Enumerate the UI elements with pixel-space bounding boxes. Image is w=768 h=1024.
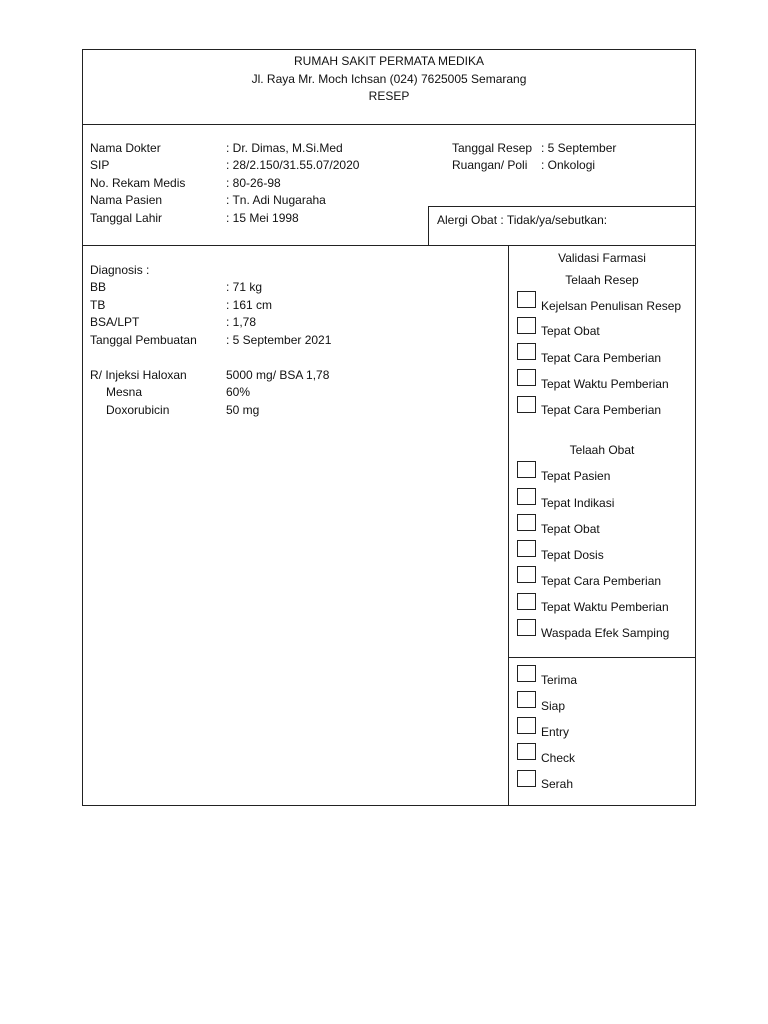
validation-title: Validasi Farmasi bbox=[558, 251, 646, 265]
checkbox-label: Waspada Efek Samping bbox=[541, 626, 670, 640]
creation-date-label: Tanggal Pembuatan bbox=[90, 333, 197, 347]
patient-divider bbox=[82, 245, 428, 246]
doctor-value: : Dr. Dimas, M.Si.Med bbox=[226, 141, 343, 155]
birth-date-label: Tanggal Lahir bbox=[90, 211, 163, 225]
hospital-name: RUMAH SAKIT PERMATA MEDIKA bbox=[293, 54, 485, 68]
checkbox[interactable] bbox=[517, 593, 536, 610]
bsa-label: BSA/LPT bbox=[90, 315, 140, 329]
checkbox[interactable] bbox=[517, 488, 536, 505]
workflow-label: Terima bbox=[541, 673, 578, 687]
height-value: : 161 cm bbox=[226, 298, 273, 312]
prescription-date-value: : 5 September bbox=[541, 141, 617, 155]
checkbox[interactable] bbox=[517, 743, 536, 760]
drug-dose: 50 mg bbox=[226, 403, 260, 417]
header-divider bbox=[82, 124, 696, 125]
checkbox[interactable] bbox=[517, 396, 536, 413]
validation-column-divider bbox=[508, 246, 509, 806]
checkbox-label: Tepat Waktu Pemberian bbox=[541, 600, 669, 614]
checkbox[interactable] bbox=[517, 369, 536, 386]
review-prescription-title: Telaah Resep bbox=[565, 273, 639, 287]
drug-dose: 60% bbox=[226, 385, 251, 399]
checkbox[interactable] bbox=[517, 619, 536, 636]
checkbox[interactable] bbox=[517, 566, 536, 583]
validation-divider bbox=[508, 657, 696, 658]
workflow-label: Siap bbox=[541, 699, 566, 713]
checkbox-label: Tepat Cara Pemberian bbox=[541, 351, 662, 365]
weight-label: BB bbox=[90, 280, 107, 294]
checkbox-label: Tepat Obat bbox=[541, 324, 600, 338]
checkbox-label: Tepat Dosis bbox=[541, 548, 604, 562]
diagnosis-label: Diagnosis : bbox=[90, 263, 150, 277]
workflow-label: Check bbox=[541, 751, 576, 765]
drug-name: Mesna bbox=[106, 385, 143, 399]
room-label: Ruangan/ Poli bbox=[452, 158, 528, 172]
checkbox[interactable] bbox=[517, 717, 536, 734]
checkbox-label: Tepat Cara Pemberian bbox=[541, 403, 662, 417]
prescription-form bbox=[82, 49, 696, 806]
checkbox[interactable] bbox=[517, 770, 536, 787]
hospital-address: Jl. Raya Mr. Moch Ichsan (024) 7625005 Semarang bbox=[251, 72, 527, 86]
sip-value: : 28/2.150/31.55.07/2020 bbox=[226, 158, 360, 172]
review-drug-title: Telaah Obat bbox=[569, 443, 635, 457]
birth-date-value: : 15 Mei 1998 bbox=[226, 211, 299, 225]
medical-record-label: No. Rekam Medis bbox=[90, 176, 186, 190]
checkbox-label: Tepat Indikasi bbox=[541, 496, 615, 510]
patient-name-label: Nama Pasien bbox=[90, 193, 163, 207]
drug-name: Doxorubicin bbox=[106, 403, 170, 417]
medical-record-value: : 80-26-98 bbox=[226, 176, 281, 190]
form-title: RESEP bbox=[368, 89, 410, 103]
weight-value: : 71 kg bbox=[226, 280, 263, 294]
height-label: TB bbox=[90, 298, 106, 312]
checkbox-label: Tepat Waktu Pemberian bbox=[541, 377, 669, 391]
checkbox[interactable] bbox=[517, 665, 536, 682]
checkbox-label: Tepat Obat bbox=[541, 522, 600, 536]
checkbox[interactable] bbox=[517, 291, 536, 308]
bsa-value: : 1,78 bbox=[226, 315, 257, 329]
checkbox[interactable] bbox=[517, 317, 536, 334]
doctor-label: Nama Dokter bbox=[90, 141, 161, 155]
checkbox[interactable] bbox=[517, 514, 536, 531]
sip-label: SIP bbox=[90, 158, 110, 172]
patient-name-value: : Tn. Adi Nugaraha bbox=[226, 193, 326, 207]
checkbox-label: Tepat Pasien bbox=[541, 469, 611, 483]
workflow-label: Serah bbox=[541, 777, 574, 791]
checkbox[interactable] bbox=[517, 691, 536, 708]
checkbox-label: Tepat Cara Pemberian bbox=[541, 574, 662, 588]
drug-name: R/ Injeksi Haloxan bbox=[90, 368, 187, 382]
room-value: : Onkologi bbox=[541, 158, 596, 172]
checkbox[interactable] bbox=[517, 461, 536, 478]
workflow-label: Entry bbox=[541, 725, 570, 739]
checkbox-label: Kejelsan Penulisan Resep bbox=[541, 299, 682, 313]
allergy-label: Alergi Obat : Tidak/ya/sebutkan: bbox=[437, 213, 608, 227]
creation-date-value: : 5 September 2021 bbox=[226, 333, 332, 347]
checkbox[interactable] bbox=[517, 343, 536, 360]
drug-dose: 5000 mg/ BSA 1,78 bbox=[226, 368, 330, 382]
allergy-box bbox=[428, 206, 696, 246]
prescription-date-label: Tanggal Resep bbox=[452, 141, 533, 155]
checkbox[interactable] bbox=[517, 540, 536, 557]
